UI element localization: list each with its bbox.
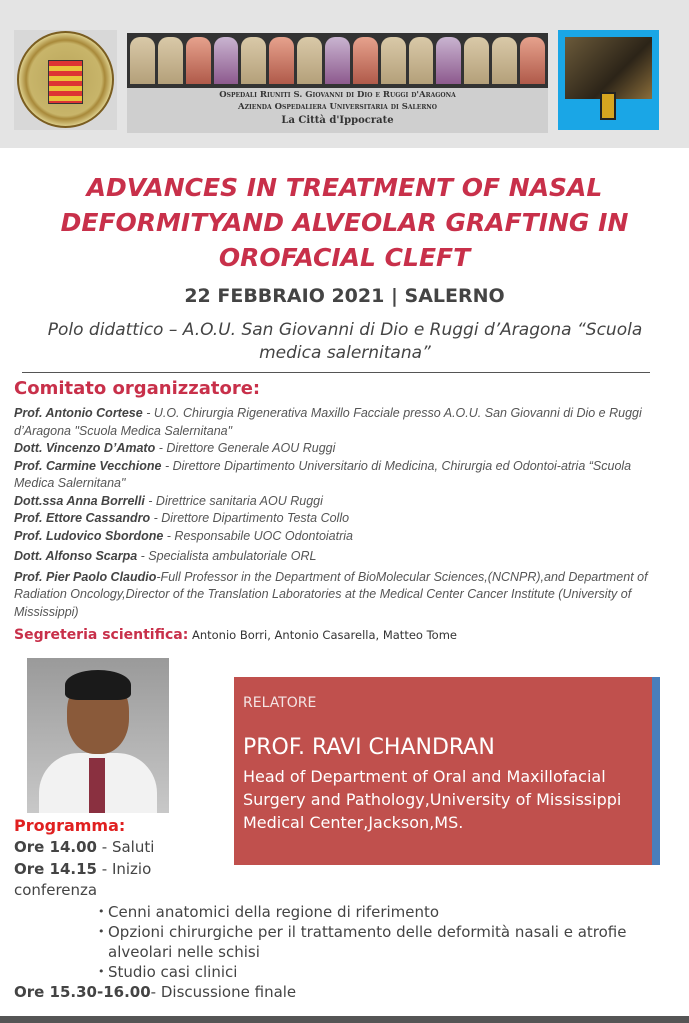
book-cover-logo (558, 30, 659, 130)
member-role: - Direttore Generale AOU Ruggi (155, 441, 336, 455)
committee-member (14, 440, 674, 458)
event-date: 22 FEBBRAIO 2021 | SALERNO (184, 285, 505, 307)
hospital-banner (127, 33, 548, 133)
member-role: - U.O. Chirurgia Rigenerativa Maxillo Facciale presso A.O.U. San Giovanni di Dio e Ruggi d’Aragona "Scuola Medica Salernitana" (14, 406, 642, 438)
program-text: - Saluti (97, 838, 155, 856)
program-time: Ore 14.15 (14, 860, 97, 878)
member-name: Dott.ssa Anna Borrelli (14, 493, 145, 508)
banner-line-2: Azienda Ospedaliera Universitaria di Salerno (237, 102, 438, 112)
event-venue: Polo didattico – A.O.U. San Giovanni di Dio e Ruggi d’Aragona “Scuola medica salernitana” (47, 320, 643, 363)
program-topics (98, 902, 668, 982)
member-name: Dott. Alfonso Scarpa (14, 549, 138, 563)
title-line: OROFACIAL CLEFT (218, 243, 471, 272)
member-name: Prof. Antonio Cortese (14, 406, 143, 420)
committee-list (14, 405, 674, 621)
member-name: Prof. Ettore Cassandro (14, 511, 151, 525)
program-text: - Inizio conferenza (14, 860, 152, 899)
program-time: Ore 14.00 (14, 838, 97, 856)
divider (22, 372, 650, 373)
member-role: -Full Professor in the Department of BioMolecular Sciences,(NCNPR),and Department of Radiation Oncology,Director of the Translation Laboratories at the Medical Center Cancer Institute (University of Mississippi) (14, 569, 648, 619)
topic-item: • Studio casi clinici (98, 962, 668, 982)
speaker-label: RELATORE (243, 695, 317, 711)
speaker-name: PROF. RAVI CHANDRAN (243, 735, 495, 760)
program-item (14, 859, 174, 901)
university-seal-logo (14, 30, 117, 130)
speaker-description: Head of Department of Oral and Maxillofacial Surgery and Pathology,University of Mississippi Medical Center,Jackson,MS. (243, 767, 622, 832)
secretariat-names: Antonio Borri, Antonio Casarella, Matteo Tome (188, 628, 457, 642)
accent-stripe (652, 677, 660, 865)
program-heading: Programma: (14, 816, 126, 835)
committee-member (14, 493, 674, 511)
member-role: - Specialista ambulatoriale ORL (137, 549, 317, 563)
title-line: ADVANCES IN TREATMENT OF NASAL (86, 173, 603, 202)
program-item (14, 838, 154, 856)
title-line: DEFORMITYAND ALVEOLAR GRAFTING IN (60, 208, 629, 237)
member-role: - Direttore Dipartimento Universitario di Medicina, Chirurgia ed Odontoi-atria “Scuola Medica Salernitana" (14, 458, 632, 490)
committee-heading: Comitato organizzatore: (14, 378, 261, 399)
program-time: Ore 15.30-16.00 (14, 983, 151, 1001)
scientific-secretariat (14, 627, 457, 643)
committee-member (14, 510, 674, 528)
event-title (0, 170, 689, 275)
committee-member (14, 458, 674, 493)
speaker-photo (27, 658, 169, 813)
committee-member (14, 405, 674, 440)
committee-member (14, 569, 674, 622)
committee-member (14, 548, 674, 566)
topic-item: • Opzioni chirurgiche per il trattamento delle deformità nasali e atrofie alveolari nelle schisi (98, 922, 668, 962)
member-role: - Direttore Dipartimento Testa Collo (150, 511, 350, 525)
member-name: Dott. Vincenzo D’Amato (14, 441, 156, 455)
program-item (14, 983, 296, 1001)
speaker-box (234, 677, 660, 865)
member-name: Prof. Pier Paolo Claudio (14, 569, 157, 584)
program-text: - Discussione finale (150, 983, 297, 1001)
secretariat-label: Segreteria scientifica: (14, 627, 189, 643)
topic-item: • Cenni anatomici della regione di riferimento (98, 902, 668, 922)
member-name: Prof. Carmine Vecchione (14, 458, 162, 473)
member-role: - Responsabile UOC Odontoiatria (163, 528, 353, 543)
member-role: - Direttrice sanitaria AOU Ruggi (144, 493, 323, 508)
committee-member (14, 528, 674, 546)
banner-line-3: La Città d'Ippocrate (281, 115, 394, 126)
footer-bar (0, 1016, 689, 1023)
banner-line-1: Ospedali Riuniti S. Giovanni di Dio e Ruggi d'Aragona (219, 90, 456, 100)
member-name: Prof. Ludovico Sbordone (14, 528, 164, 543)
